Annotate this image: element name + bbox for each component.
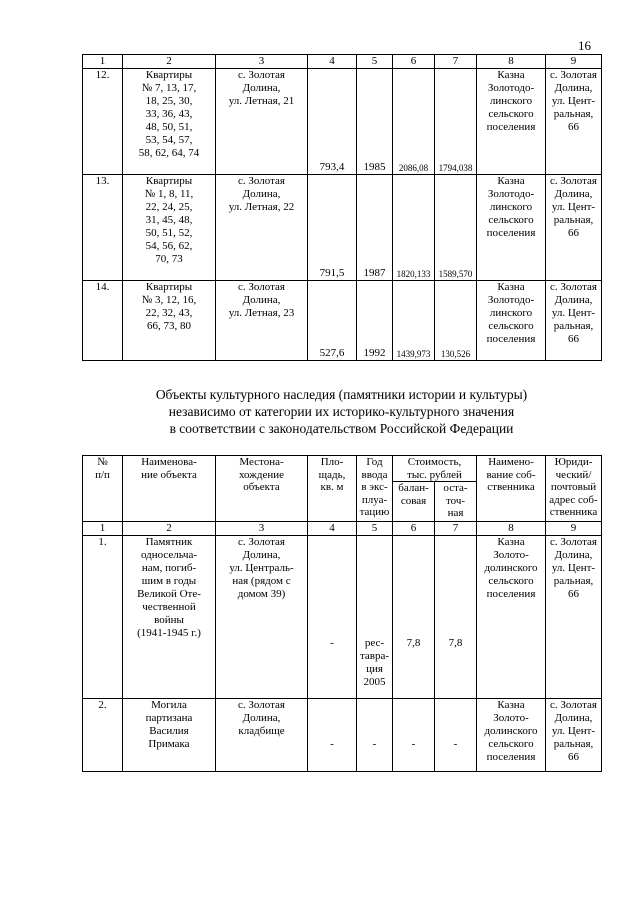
row-number: 12.	[83, 69, 123, 175]
object-name: Могила партизана Василия Примака	[123, 699, 216, 772]
residual-cost: 130,526	[435, 281, 477, 361]
balance-cost: 7,8	[393, 536, 435, 699]
column-number-row	[83, 55, 602, 69]
header-balance: балан- совая	[393, 482, 435, 522]
col-number: 9	[546, 55, 602, 69]
object-year: 1985	[357, 69, 393, 175]
object-name: Квартиры № 7, 13, 17, 18, 25, 30, 33, 36, 43, 48, 50, 51, 53, 54, 57, 58, 62, 64, 74	[123, 69, 216, 175]
owner-name: Казна Золото- долинского сельского поселения	[477, 536, 546, 699]
object-year: 1992	[357, 281, 393, 361]
object-year: 1987	[357, 175, 393, 281]
col-number: 6	[393, 55, 435, 69]
row-number: 1.	[83, 536, 123, 699]
owner-address: с. Золотая Долина, ул. Цент- ральная, 66	[546, 536, 602, 699]
residual-cost: 7,8	[435, 536, 477, 699]
table-row	[83, 536, 602, 699]
owner-name: Казна Золотодо- линского сельского поселения	[477, 69, 546, 175]
col-number: 1	[83, 522, 123, 536]
header-address: Юриди- ческий/ почтовый адрес соб- ственника	[546, 456, 602, 522]
col-number: 8	[477, 522, 546, 536]
residual-cost: 1589,570	[435, 175, 477, 281]
header-area: Пло- щадь, кв. м	[308, 456, 357, 522]
object-name: Квартиры № 3, 12, 16, 22, 32, 43, 66, 73, 80	[123, 281, 216, 361]
table-row	[83, 699, 602, 772]
col-number: 3	[216, 55, 308, 69]
col-number: 3	[216, 522, 308, 536]
object-area: 793,4	[308, 69, 357, 175]
header-num: № п/п	[83, 456, 123, 522]
balance-cost: -	[393, 699, 435, 772]
col-number: 2	[123, 522, 216, 536]
object-location: с. Золотая Долина, ул. Летная, 22	[216, 175, 308, 281]
balance-cost: 1820,133	[393, 175, 435, 281]
col-number: 9	[546, 522, 602, 536]
header-row	[83, 456, 602, 482]
housing-table	[82, 54, 602, 361]
heritage-table	[82, 455, 602, 772]
col-number: 1	[83, 55, 123, 69]
section-heading: Объекты культурного наследия (памятники истории и культуры) независимо от категории их историко-культурного значения в соответствии с законодательством Российской Федерации	[155, 387, 528, 436]
header-cost: Стоимость, тыс. рублей	[393, 456, 477, 482]
header-year: Год ввода в экс- плуа- тацию	[357, 456, 393, 522]
residual-cost: 1794,038	[435, 69, 477, 175]
row-number: 13.	[83, 175, 123, 281]
col-number: 5	[357, 55, 393, 69]
owner-name: Казна Золотодо- линского сельского поселения	[477, 175, 546, 281]
page-number: 16	[578, 38, 591, 53]
object-location: с. Золотая Долина, кладбище	[216, 699, 308, 772]
balance-cost: 2086,08	[393, 69, 435, 175]
col-number: 2	[123, 55, 216, 69]
col-number: 5	[357, 522, 393, 536]
col-number: 4	[308, 55, 357, 69]
object-area: 791,5	[308, 175, 357, 281]
col-number: 7	[435, 55, 477, 69]
residual-cost: -	[435, 699, 477, 772]
column-number-row	[83, 522, 602, 536]
owner-name: Казна Золото- долинского сельского поселения	[477, 699, 546, 772]
owner-address: с. Золотая Долина, ул. Цент- ральная, 66	[546, 281, 602, 361]
object-year: рес- тавра- ция 2005	[357, 536, 393, 699]
object-location: с. Золотая Долина, ул. Летная, 23	[216, 281, 308, 361]
table-row	[83, 175, 602, 281]
object-year: -	[357, 699, 393, 772]
row-number: 14.	[83, 281, 123, 361]
object-area: -	[308, 536, 357, 699]
owner-address: с. Золотая Долина, ул. Цент- ральная, 66	[546, 699, 602, 772]
header-residual: оста- точ- ная	[435, 482, 477, 522]
object-name: Памятник односельча- нам, погиб- шим в годы Великой Оте- чественной войны (1941-1945 г.)	[123, 536, 216, 699]
owner-address: с. Золотая Долина, ул. Цент- ральная, 66	[546, 69, 602, 175]
object-location: с. Золотая Долина, ул. Централь- ная (рядом с домом 39)	[216, 536, 308, 699]
object-location: с. Золотая Долина, ул. Летная, 21	[216, 69, 308, 175]
col-number: 8	[477, 55, 546, 69]
object-name: Квартиры № 1, 8, 11, 22, 24, 25, 31, 45, 48, 50, 51, 52, 54, 56, 62, 70, 73	[123, 175, 216, 281]
header-name: Наименова- ние объекта	[123, 456, 216, 522]
table-row	[83, 69, 602, 175]
object-area: 527,6	[308, 281, 357, 361]
col-number: 6	[393, 522, 435, 536]
owner-address: с. Золотая Долина, ул. Цент- ральная, 66	[546, 175, 602, 281]
object-area: -	[308, 699, 357, 772]
header-owner: Наимено- вание соб- ственника	[477, 456, 546, 522]
col-number: 4	[308, 522, 357, 536]
col-number: 7	[435, 522, 477, 536]
row-number: 2.	[83, 699, 123, 772]
header-location: Местона- хождение объекта	[216, 456, 308, 522]
owner-name: Казна Золотодо- линского сельского поселения	[477, 281, 546, 361]
balance-cost: 1439,973	[393, 281, 435, 361]
table-row	[83, 281, 602, 361]
